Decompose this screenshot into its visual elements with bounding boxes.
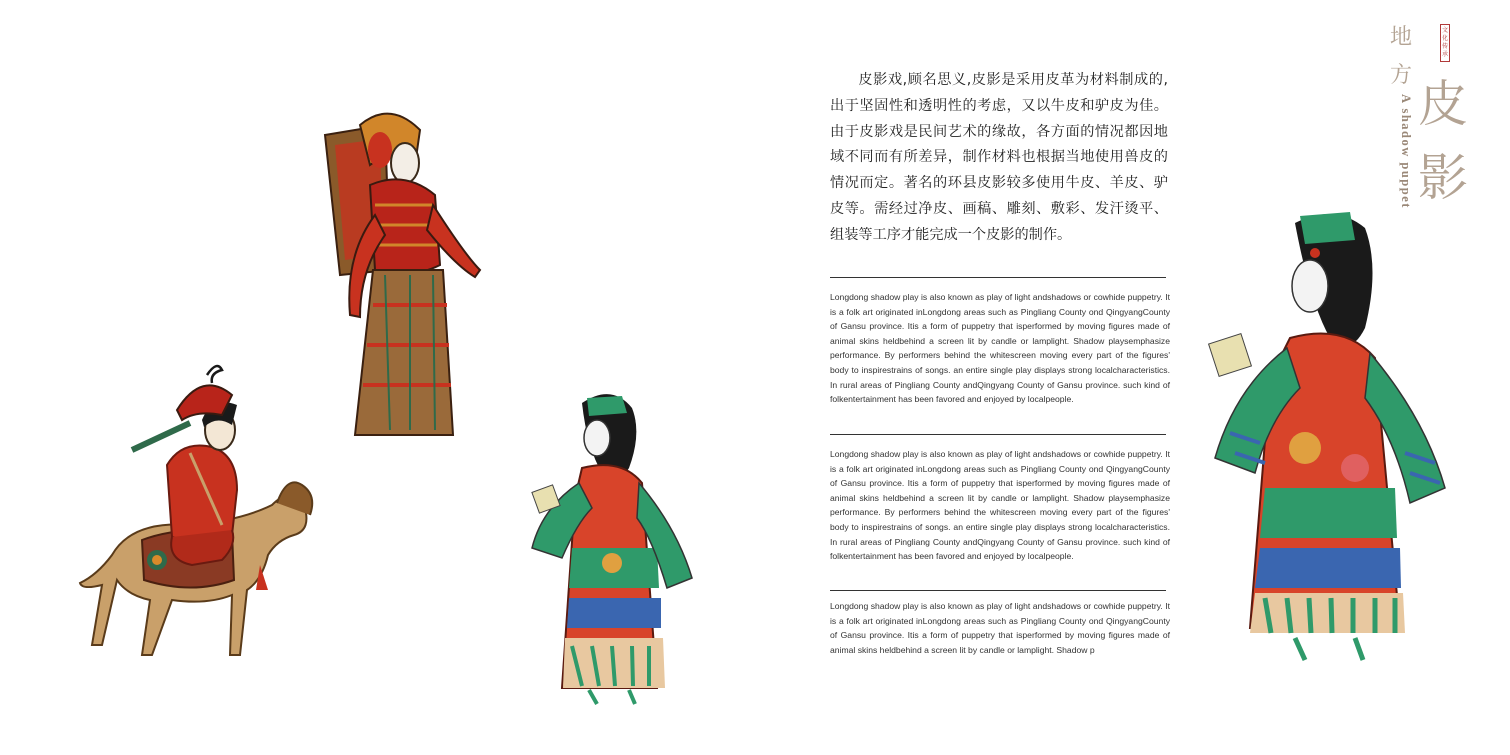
title-char-di: 地 bbox=[1390, 25, 1413, 50]
title-char-pi: 皮 bbox=[1418, 75, 1468, 133]
lady-puppet-large bbox=[1205, 208, 1455, 668]
title-char-ying: 影 bbox=[1418, 149, 1468, 207]
lady-puppet-small bbox=[527, 388, 697, 708]
divider-1 bbox=[830, 277, 1166, 278]
english-paragraph-3: Longdong shadow play is also known as play of light andshadows or cowhide puppetry. It is a folk art originated inLongdong areas such as Pingliang County ond QingyangCounty of Gansu province. Itis a form of puppetry that isperformed by moving figures made of animal skins heldbehind a screen lit by candle or lamplight. Shadow p bbox=[830, 601, 1170, 655]
title-char-fang: 方 bbox=[1390, 63, 1413, 88]
title-english-vertical: A shadow puppet bbox=[1399, 94, 1413, 209]
english-paragraph-2: Longdong shadow play is also known as play of light andshadows or cowhide puppetry. It is a folk art originated inLongdong areas such as Pingliang County ond QingyangCounty of Gansu province. Itis a form of puppetry that isperformed by moving figures made of animal skins heldbehind a screen lit by candle or lamplight. Shadow playsemphasize performance. By performers behind the whitescreen moving every part of the figures' body to inspirestrains of songs. an entire single play displays strong localcharacteristics. In rural areas of Pingliang County andQingyang County of Gansu province. such kind of folkentertainment has been favored and enjoyed by localpeople. bbox=[830, 449, 1170, 562]
english-paragraph-1: Longdong shadow play is also known as play of light andshadows or cowhide puppetry. It is a folk art originated inLongdong areas such as Pingliang County ond QingyangCounty of Gansu province. Itis a form of puppetry that isperformed by moving figures made of animal skins heldbehind a screen lit by candle or lamplight. Shadow playsemphasize performance. By performers behind the whitescreen moving every part of the figures' body to inspirestrains of songs. an entire single play displays strong localcharacteristics. In rural areas of Pingliang County andQingyang County of Gansu province. such kind of folkentertainment has been favored and enjoyed by localpeople. bbox=[830, 292, 1170, 405]
divider-3 bbox=[830, 590, 1166, 591]
red-seal-stamp: 文化传承 bbox=[1440, 24, 1450, 62]
divider-2 bbox=[830, 434, 1166, 435]
general-puppet bbox=[315, 105, 495, 445]
horse-rider-puppet bbox=[72, 355, 322, 675]
intro-chinese-paragraph: 皮影戏,顾名思义,皮影是采用皮革为材料制成的,出于坚固性和透明性的考虑，又以牛皮和驴皮为佳。由于皮影戏是民间艺术的缘故，各方面的情况都因地域不同而有所差异，制作材料也根据当地使用兽皮的情况而定。著名的环县皮影较多使用牛皮、羊皮、驴皮等。需经过净皮、画稿、雕刻、敷彩、发汗烫平、组装等工序才能完成一个皮影的制作。 bbox=[830, 72, 1168, 243]
